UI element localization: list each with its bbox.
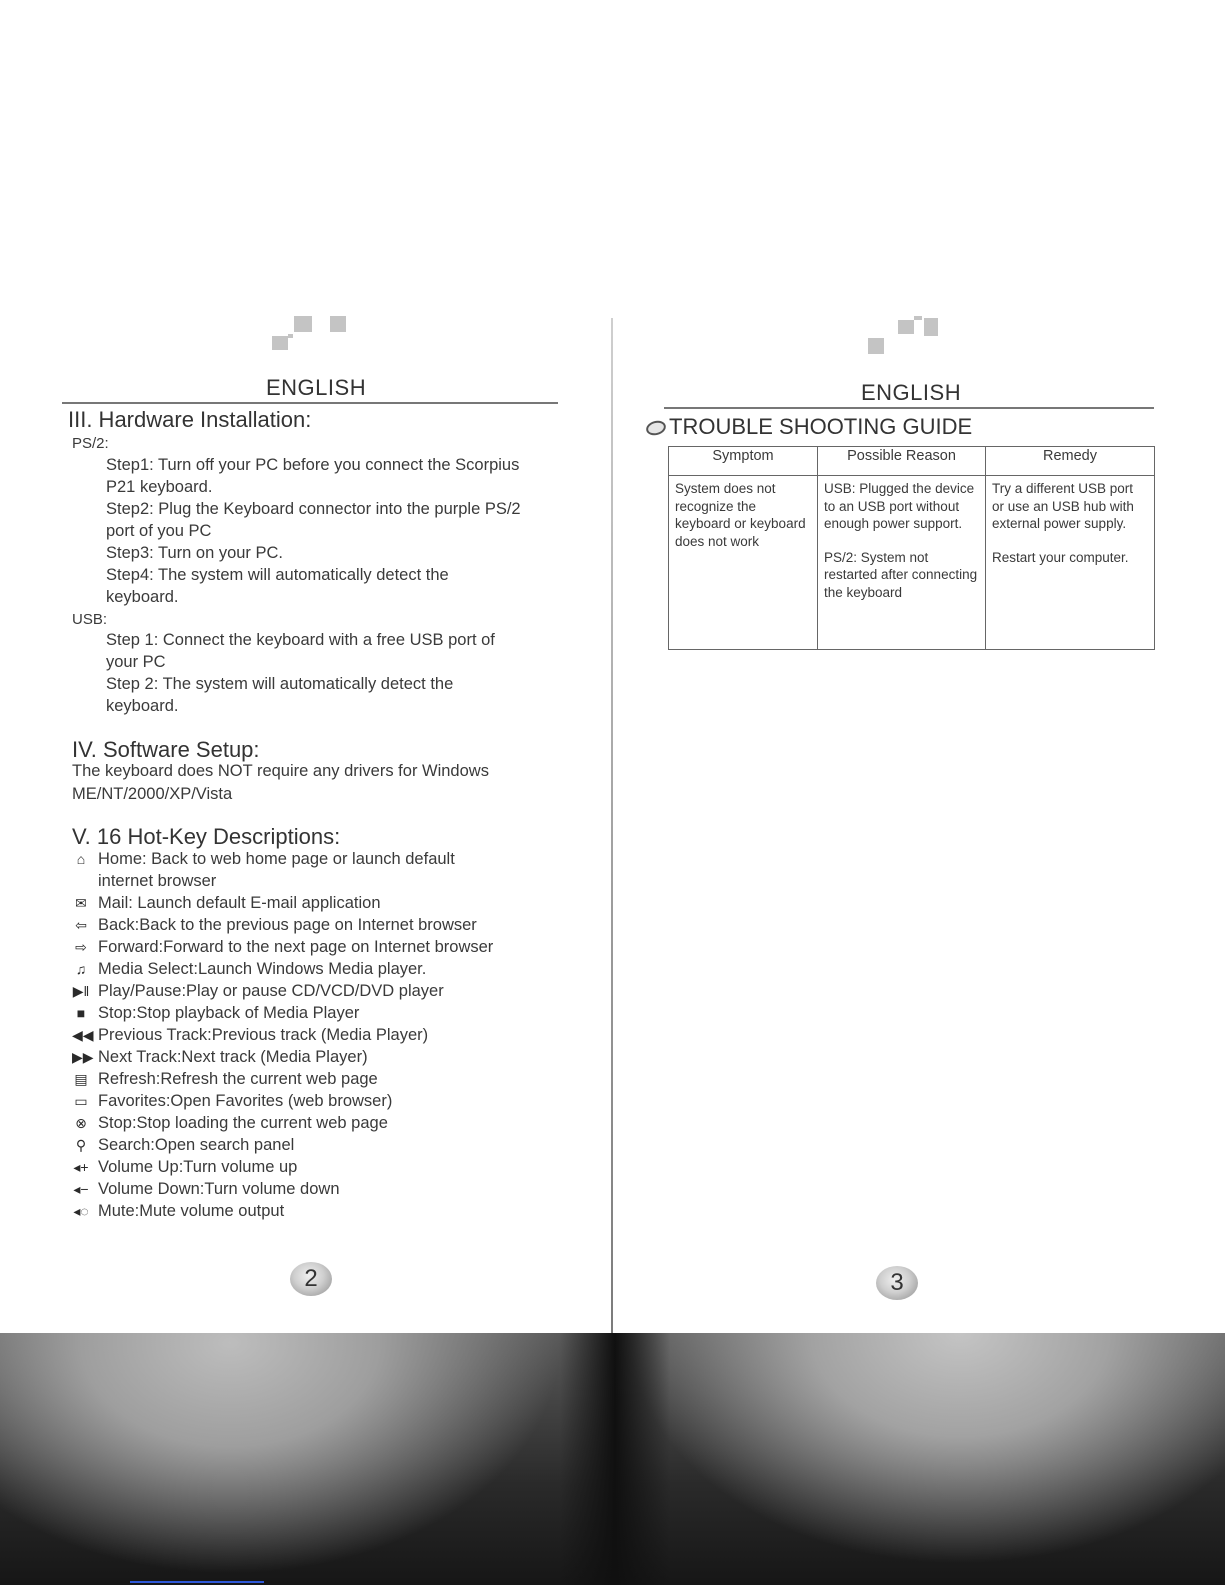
hotkey-description: Back:Back to the previous page on Internet browser bbox=[98, 916, 477, 934]
ps2-label: PS/2: bbox=[72, 435, 109, 452]
ps2-step-line: P21 keyboard. bbox=[106, 478, 213, 496]
hotkey-description: Home: Back to web home page or launch default bbox=[98, 850, 455, 868]
page-number-badge: 2 bbox=[290, 1262, 332, 1296]
symptom-cell bbox=[669, 476, 818, 650]
hotkey-description: Stop:Stop loading the current web page bbox=[98, 1114, 388, 1132]
table-header-row bbox=[669, 447, 1155, 476]
reason-cell bbox=[818, 476, 986, 650]
symptom-text: System does not recognize the keyboard or keyboard does not work bbox=[675, 481, 806, 549]
column-header-remedy: Remedy bbox=[986, 447, 1155, 476]
stop-x-icon: ⊗ bbox=[75, 1115, 87, 1131]
column-header-possible-reason: Possible Reason bbox=[818, 447, 986, 476]
hotkey-description: Favorites:Open Favorites (web browser) bbox=[98, 1092, 393, 1110]
volume-up-icon: ◂+ bbox=[73, 1159, 89, 1175]
hotkey-description: internet browser bbox=[98, 872, 217, 890]
bullet-icon bbox=[645, 419, 668, 438]
reason-text: USB: Plugged the device to an USB port without enough power support. bbox=[824, 481, 975, 531]
hotkey-description: Stop:Stop playback of Media Player bbox=[98, 1004, 360, 1022]
book-fold bbox=[611, 318, 613, 1348]
page-number-badge: 3 bbox=[876, 1266, 918, 1300]
hotkey-description: Volume Up:Turn volume up bbox=[98, 1158, 298, 1176]
hardware-installation-title: III. Hardware Installation: bbox=[68, 407, 312, 432]
hotkey-description: Play/Pause:Play or pause CD/VCD/DVD player bbox=[98, 982, 444, 1000]
hotkey-description: Mail: Launch default E-mail application bbox=[98, 894, 381, 912]
left-page bbox=[0, 0, 612, 1348]
home-icon: ⌂ bbox=[76, 851, 86, 867]
remedy-text: Restart your computer. bbox=[992, 549, 1129, 565]
troubleshooting-table bbox=[668, 446, 1155, 650]
favorites-folder-icon: ▭ bbox=[74, 1093, 88, 1109]
header-squares-decoration bbox=[272, 314, 352, 354]
usb-step-line: keyboard. bbox=[106, 697, 179, 715]
hotkey-description: Refresh:Refresh the current web page bbox=[98, 1070, 378, 1088]
hotkey-description: Volume Down:Turn volume down bbox=[98, 1180, 340, 1198]
ps2-step-line: port of you PC bbox=[106, 522, 212, 540]
refresh-icon: ▤ bbox=[74, 1071, 88, 1087]
software-line: The keyboard does NOT require any drivers for Windows bbox=[72, 762, 489, 780]
next-track-icon: ▶▶ bbox=[72, 1049, 94, 1065]
hotkey-description: Forward:Forward to the next page on Internet browser bbox=[98, 938, 494, 956]
background-photo-strip bbox=[0, 1333, 1225, 1585]
ps2-step-line: keyboard. bbox=[106, 588, 179, 606]
usb-step-line: your PC bbox=[106, 653, 166, 671]
stop-square-icon: ■ bbox=[76, 1005, 86, 1021]
music-note-icon: ♫ bbox=[75, 961, 87, 977]
play-pause-icon: ▶‖ bbox=[72, 983, 90, 999]
ps2-step-line: Step2: Plug the Keyboard connector into the purple PS/2 bbox=[106, 500, 521, 518]
software-setup-title: IV. Software Setup: bbox=[72, 737, 260, 762]
software-line: ME/NT/2000/XP/Vista bbox=[72, 785, 233, 803]
language-header: ENGLISH bbox=[266, 375, 367, 400]
ps2-step-line: Step4: The system will automatically detect the bbox=[106, 566, 449, 584]
remedy-cell bbox=[986, 476, 1155, 650]
ps2-step-line: Step3: Turn on your PC. bbox=[106, 544, 284, 562]
mail-icon: ✉ bbox=[75, 895, 87, 911]
header-rule bbox=[664, 407, 1154, 409]
link-underline-decoration bbox=[130, 1581, 264, 1583]
right-page bbox=[614, 0, 1225, 1348]
table-row bbox=[669, 476, 1155, 650]
volume-down-icon: ◂− bbox=[73, 1181, 89, 1197]
troubleshooting-title: TROUBLE SHOOTING GUIDE bbox=[669, 414, 973, 439]
remedy-text: Try a different USB port or use an USB hub with external power supply. bbox=[992, 481, 1134, 531]
usb-step-line: Step 1: Connect the keyboard with a free USB port of bbox=[106, 631, 495, 649]
hotkey-description: Search:Open search panel bbox=[98, 1136, 295, 1154]
hotkey-description: Media Select:Launch Windows Media player. bbox=[98, 960, 427, 978]
search-icon: ⚲ bbox=[75, 1137, 87, 1153]
header-rule bbox=[62, 402, 558, 404]
hotkey-description: Mute:Mute volume output bbox=[98, 1202, 285, 1220]
reason-text: PS/2: System not restarted after connecting the keyboard bbox=[824, 549, 978, 600]
forward-arrow-icon: ⇨ bbox=[75, 939, 87, 955]
hotkey-descriptions-title: V. 16 Hot-Key Descriptions: bbox=[72, 824, 341, 849]
usb-step-line: Step 2: The system will automatically detect the bbox=[106, 675, 454, 693]
header-squares-decoration bbox=[868, 314, 948, 358]
mute-icon: ◂◌ bbox=[73, 1203, 89, 1219]
language-header: ENGLISH bbox=[861, 380, 962, 405]
usb-label: USB: bbox=[72, 611, 108, 628]
column-header-symptom: Symptom bbox=[669, 447, 818, 476]
previous-track-icon: ◀◀ bbox=[72, 1027, 94, 1043]
hotkey-description: Next Track:Next track (Media Player) bbox=[98, 1048, 368, 1066]
ps2-step-line: Step1: Turn off your PC before you connect the Scorpius bbox=[106, 456, 520, 474]
back-arrow-icon: ⇦ bbox=[75, 917, 87, 933]
hotkey-description: Previous Track:Previous track (Media Player) bbox=[98, 1026, 429, 1044]
